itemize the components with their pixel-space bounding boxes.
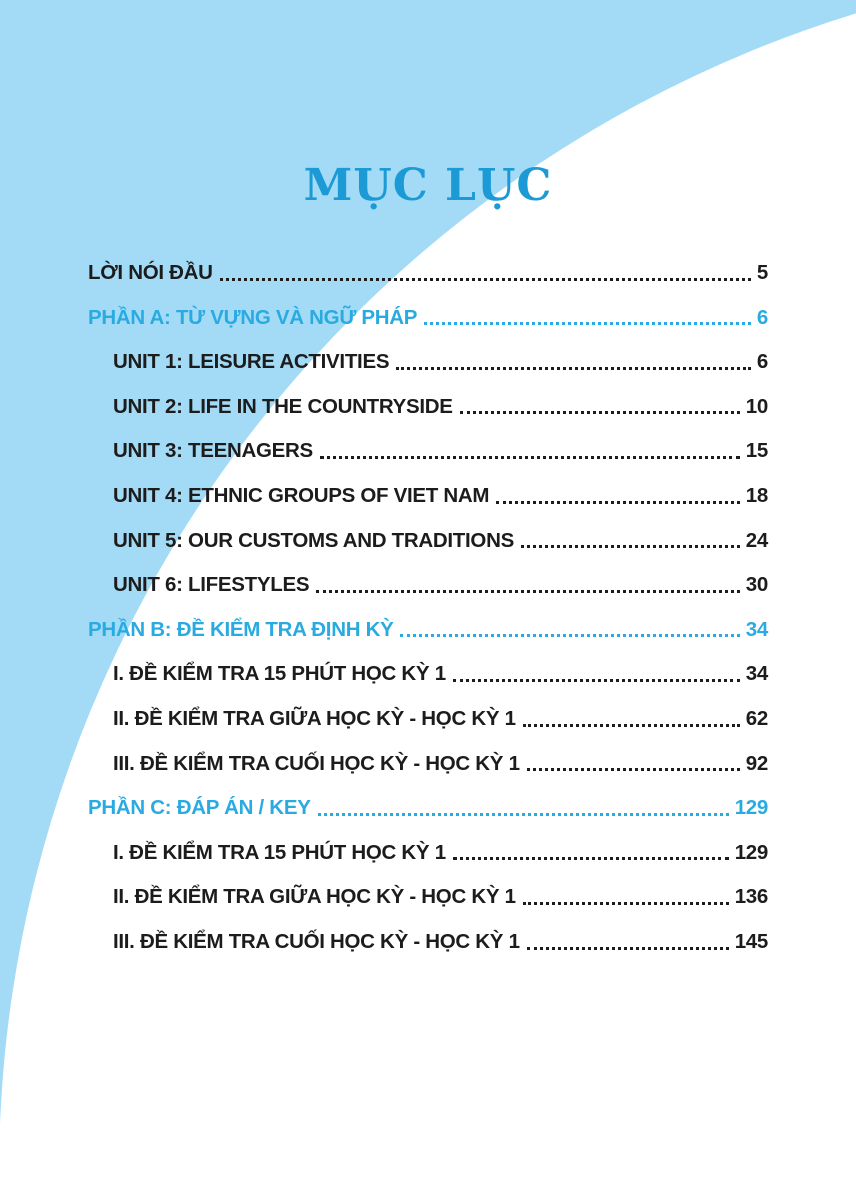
toc-page-number: 18 — [745, 484, 768, 508]
toc-leader-dots — [496, 501, 740, 504]
toc-page-number: 92 — [745, 751, 768, 775]
toc-entry — [88, 596, 768, 641]
toc-entry-label: I. ĐỀ KIỂM TRA 15 PHÚT HỌC KỲ 1 — [113, 840, 446, 864]
toc-page-number: 6 — [756, 305, 768, 329]
toc-entry-label: LỜI NÓI ĐẦU — [88, 261, 213, 285]
toc-leader-dots — [523, 724, 740, 727]
toc-page-number: 30 — [745, 573, 768, 597]
toc-entry-label: I. ĐỀ KIỂM TRA 15 PHÚT HỌC KỲ 1 — [113, 662, 446, 686]
toc-entry-label: UNIT 1: LEISURE ACTIVITIES — [113, 350, 390, 374]
toc-page-number: 10 — [745, 394, 768, 418]
toc-entry — [88, 774, 768, 819]
toc-entry — [88, 462, 768, 507]
toc-entry-label: UNIT 5: OUR CUSTOMS AND TRADITIONS — [113, 528, 514, 552]
toc-leader-dots — [316, 590, 740, 593]
toc-leader-dots — [527, 947, 729, 950]
toc-entry-label: II. ĐỀ KIỂM TRA GIỮA HỌC KỲ - HỌC KỲ 1 — [113, 707, 516, 731]
toc-page-number: 136 — [734, 885, 768, 909]
toc-entry — [88, 640, 768, 685]
toc-entry — [88, 284, 768, 329]
toc-entry — [88, 373, 768, 418]
toc-page-number: 145 — [734, 929, 768, 953]
toc-entry — [88, 908, 768, 953]
toc-entry — [88, 507, 768, 552]
toc-entry — [88, 551, 768, 596]
toc-entry — [88, 863, 768, 908]
toc-leader-dots — [318, 813, 729, 816]
toc-entry-label: III. ĐỀ KIỂM TRA CUỐI HỌC KỲ - HỌC KỲ 1 — [113, 751, 520, 775]
toc-page-number: 24 — [745, 528, 768, 552]
toc-entry-label: UNIT 6: LIFESTYLES — [113, 573, 310, 597]
toc-entry — [88, 685, 768, 730]
toc-entry-label: III. ĐỀ KIỂM TRA CUỐI HỌC KỲ - HỌC KỲ 1 — [113, 929, 520, 953]
toc-entry-label: UNIT 4: ETHNIC GROUPS OF VIET NAM — [113, 484, 490, 508]
toc-page-number: 129 — [734, 840, 768, 864]
toc-leader-dots — [400, 634, 739, 637]
toc-leader-dots — [396, 367, 751, 370]
toc-entry — [88, 417, 768, 462]
toc-entry-label: PHẦN A: TỪ VỰNG VÀ NGỮ PHÁP — [88, 305, 418, 329]
toc-entry — [88, 239, 768, 284]
toc-entry — [88, 328, 768, 373]
toc-entry-label: II. ĐỀ KIỂM TRA GIỮA HỌC KỲ - HỌC KỲ 1 — [113, 885, 516, 909]
toc-page-number: 5 — [756, 261, 768, 285]
toc-page-number: 15 — [745, 439, 768, 463]
toc-page-number: 34 — [745, 617, 768, 641]
toc-entry — [88, 730, 768, 775]
page-title: MỤC LỤC — [303, 160, 553, 211]
toc-page-number: 62 — [745, 707, 768, 731]
toc-leader-dots — [220, 278, 751, 281]
toc-entry-label: PHẦN C: ĐÁP ÁN / KEY — [88, 796, 311, 820]
toc-leader-dots — [460, 411, 740, 414]
toc-list — [88, 239, 768, 953]
toc-entry-label: PHẦN B: ĐỀ KIỂM TRA ĐỊNH KỲ — [88, 617, 394, 641]
toc-page-number: 129 — [734, 796, 768, 820]
toc-page-number: 34 — [745, 662, 768, 686]
toc-entry — [88, 819, 768, 864]
toc-entry-label: UNIT 3: TEENAGERS — [113, 439, 313, 463]
toc-leader-dots — [453, 679, 740, 682]
toc-leader-dots — [453, 857, 729, 860]
toc-leader-dots — [527, 768, 740, 771]
toc-entry-label: UNIT 2: LIFE IN THE COUNTRYSIDE — [113, 394, 453, 418]
toc-leader-dots — [521, 545, 740, 548]
toc-leader-dots — [523, 902, 729, 905]
toc-leader-dots — [424, 322, 751, 325]
toc-page-number: 6 — [756, 350, 768, 374]
toc-leader-dots — [320, 456, 740, 459]
